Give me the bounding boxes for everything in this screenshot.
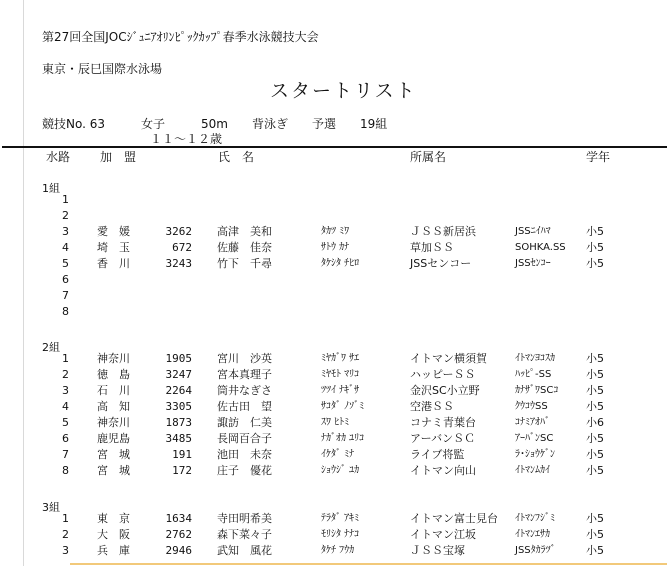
cell-lane: 5 [62,416,69,429]
cell-lane: 1 [62,193,69,206]
table-row [0,256,667,272]
cell-club-kana: ｱｰﾊﾞﾝSC [515,433,554,444]
cell-grade: 小5 [586,384,604,397]
cell-club-kana: ｺﾅﾐｱｵﾊﾞ [515,417,550,428]
cell-num: 3262 [165,225,192,238]
cell-grade: 小5 [586,432,604,445]
cell-lane: 7 [62,289,69,302]
table-row [0,208,667,224]
col-club: 所属名 [410,150,447,164]
cell-pref: 石 川 [97,384,130,397]
cell-kana: ﾐﾔﾓﾄ ﾏﾘｺ [321,369,360,380]
cell-num: 1634 [165,512,192,525]
cell-num: 2762 [165,528,192,541]
cell-num: 3247 [165,368,192,381]
cell-pref: 愛 媛 [97,225,130,238]
cell-lane: 3 [62,384,69,397]
cell-club-kana: JSSｾﾝｺｰ [515,258,551,269]
cell-club: JSSセンコー [410,257,472,270]
cell-pref: 宮 城 [97,448,130,461]
cell-club-kana: JSSﾀｶﾗﾂﾞ [515,545,556,556]
cell-grade: 小5 [586,400,604,413]
cell-grade: 小5 [586,448,604,461]
cell-club: ＪＳＳ宝塚 [410,544,465,557]
table-row [0,399,667,415]
cell-club-kana: ｲﾄﾏﾝﾑｶｲ [515,465,550,476]
cell-club-kana: SOHKA.SS [515,242,566,253]
table-row [0,447,667,463]
cell-kana: ﾂﾂｲ ﾅｷﾞｻ [321,385,360,396]
cell-lane: 1 [62,512,69,525]
cell-club-kana: ｲﾄﾏﾝﾌｼﾞﾐ [515,513,555,524]
cell-kana: ﾀｹﾁ ﾌｳｶ [321,545,355,556]
table-row [0,367,667,383]
cell-kana: ｻﾄｳ ｶﾅ [321,242,350,253]
group-label: 2組 [42,341,60,354]
cell-name: 武知 風花 [217,544,272,557]
cell-lane: 4 [62,241,69,254]
cell-pref: 宮 城 [97,464,130,477]
age-line: １１～１２歳 [150,132,223,146]
cell-name: 池田 未奈 [217,448,272,461]
cell-num: 672 [172,241,192,254]
page-title: スタートリスト [270,80,417,102]
cell-lane: 8 [62,464,69,477]
cell-club-kana: ｲﾄﾏﾝｴｻｶ [515,529,550,540]
table-row [0,288,667,304]
cell-kana: ﾐﾔｶﾞﾜ ｻｴ [321,353,360,364]
cell-name: 竹下 千尋 [217,257,272,270]
table-row [0,543,667,559]
cell-club: イトマン江坂 [410,528,476,541]
cell-club-kana: ｸｳｺｳSS [515,401,548,412]
cell-club-kana: ｲﾄﾏﾝﾖｺｽｶ [515,353,555,364]
cell-lane: 3 [62,225,69,238]
table-row [0,272,667,288]
cell-club: イトマン富士見台 [410,512,498,525]
cell-num: 3485 [165,432,192,445]
cell-name: 宮川 沙英 [217,352,272,365]
cell-grade: 小5 [586,257,604,270]
cell-club: イトマン向山 [410,464,476,477]
table-row [0,383,667,399]
cell-kana: ｽﾜ ﾋﾄﾐ [321,417,350,428]
cell-pref: 埼 玉 [97,241,130,254]
cell-kana: ﾀｹｼﾀ ﾁﾋﾛ [321,258,360,269]
cell-num: 191 [172,448,192,461]
cell-club: 空港ＳＳ [410,400,454,413]
cell-pref: 兵 庫 [97,544,130,557]
col-name: 氏 名 [218,150,255,164]
cell-club-kana: JSSﾆｲﾊﾏ [515,226,551,237]
cell-kana: ﾅｶﾞｵｶ ﾕﾘｺ [321,433,365,444]
cell-grade: 小5 [586,544,604,557]
cell-grade: 小5 [586,352,604,365]
cell-club: ライブ将監 [410,448,465,461]
page-bottom-edge [70,563,667,565]
cell-pref: 鹿児島 [97,432,130,445]
cell-pref: 東 京 [97,512,130,525]
meet-name: 第27回全国JOCｼﾞｭﾆｱｵﾘﾝﾋﾟｯｸｶｯﾌﾟ春季水泳競技大会 [42,30,319,44]
cell-lane: 6 [62,273,69,286]
cell-lane: 1 [62,352,69,365]
group-label: 1組 [42,182,60,195]
cell-num: 2946 [165,544,192,557]
col-lane: 水路 [46,150,71,164]
cell-name: 寺田明希美 [217,512,272,525]
event-line: 競技No. 63 女子 50m 背泳ぎ 予選 19組 [42,117,388,131]
cell-grade: 小5 [586,241,604,254]
cell-club: ハッピーＳＳ [410,368,476,381]
table-row [0,351,667,367]
cell-lane: 4 [62,400,69,413]
cell-grade: 小5 [586,464,604,477]
cell-kana: ﾓﾘｼﾀ ﾅﾅｺ [321,529,360,540]
cell-pref: 香 川 [97,257,130,270]
cell-name: 諏訪 仁美 [217,416,272,429]
table-row [0,192,667,208]
cell-kana: ｻｺﾀﾞ ﾉｿﾞﾐ [321,401,365,412]
cell-lane: 2 [62,368,69,381]
table-row [0,224,667,240]
cell-name: 筒井なぎさ [217,384,272,397]
cell-club-kana: ｶﾅｻﾞﾜSCｺ [515,385,559,396]
cell-grade: 小5 [586,512,604,525]
cell-name: 高津 美和 [217,225,272,238]
table-row [0,527,667,543]
cell-num: 1905 [165,352,192,365]
cell-pref: 神奈川 [97,352,130,365]
cell-name: 庄子 優花 [217,464,272,477]
cell-kana: ｼｮｳｼﾞ ﾕｶ [321,465,360,476]
table-row [0,511,667,527]
cell-lane: 3 [62,544,69,557]
cell-lane: 2 [62,528,69,541]
cell-lane: 5 [62,257,69,270]
cell-lane: 2 [62,209,69,222]
venue: 東京・辰巳国際水泳場 [42,62,163,76]
table-row [0,463,667,479]
cell-name: 森下菜々子 [217,528,272,541]
cell-pref: 神奈川 [97,416,130,429]
cell-club: ＪＳＳ新居浜 [410,225,476,238]
cell-lane: 8 [62,305,69,318]
cell-num: 2264 [165,384,192,397]
cell-name: 長岡百合子 [217,432,272,445]
cell-pref: 高 知 [97,400,130,413]
cell-grade: 小5 [586,225,604,238]
cell-club: イトマン横須賀 [410,352,487,365]
col-grade: 学年 [586,150,611,164]
cell-name: 宮本真理子 [217,368,272,381]
cell-num: 1873 [165,416,192,429]
cell-lane: 7 [62,448,69,461]
cell-grade: 小5 [586,528,604,541]
cell-club-kana: ﾗ･ｼｮｳｹﾞﾝ [515,449,555,460]
cell-club-kana: ﾊｯﾋﾟ-SS [515,369,552,380]
col-affiliation: 加 盟 [100,150,137,164]
cell-pref: 大 阪 [97,528,130,541]
cell-num: 3305 [165,400,192,413]
cell-grade: 小6 [586,416,604,429]
cell-name: 佐藤 佳奈 [217,241,272,254]
cell-kana: ｲｹﾀﾞ ﾐﾅ [321,449,355,460]
table-row [0,304,667,320]
cell-lane: 6 [62,432,69,445]
table-row [0,240,667,256]
group-label: 3組 [42,501,60,514]
cell-grade: 小5 [586,368,604,381]
cell-kana: ﾀｶﾂ ﾐﾜ [321,226,350,237]
cell-name: 佐古田 望 [217,400,272,413]
cell-club: アーバンＳＣ [410,432,476,445]
cell-pref: 徳 島 [97,368,130,381]
cell-club: コナミ青葉台 [410,416,476,429]
table-row [0,415,667,431]
cell-club: 草加ＳＳ [410,241,454,254]
cell-kana: ﾃﾗﾀﾞ ｱｷﾐ [321,513,360,524]
cell-club: 金沢SC小立野 [410,384,480,397]
cell-num: 3243 [165,257,192,270]
cell-num: 172 [172,464,192,477]
table-row [0,431,667,447]
